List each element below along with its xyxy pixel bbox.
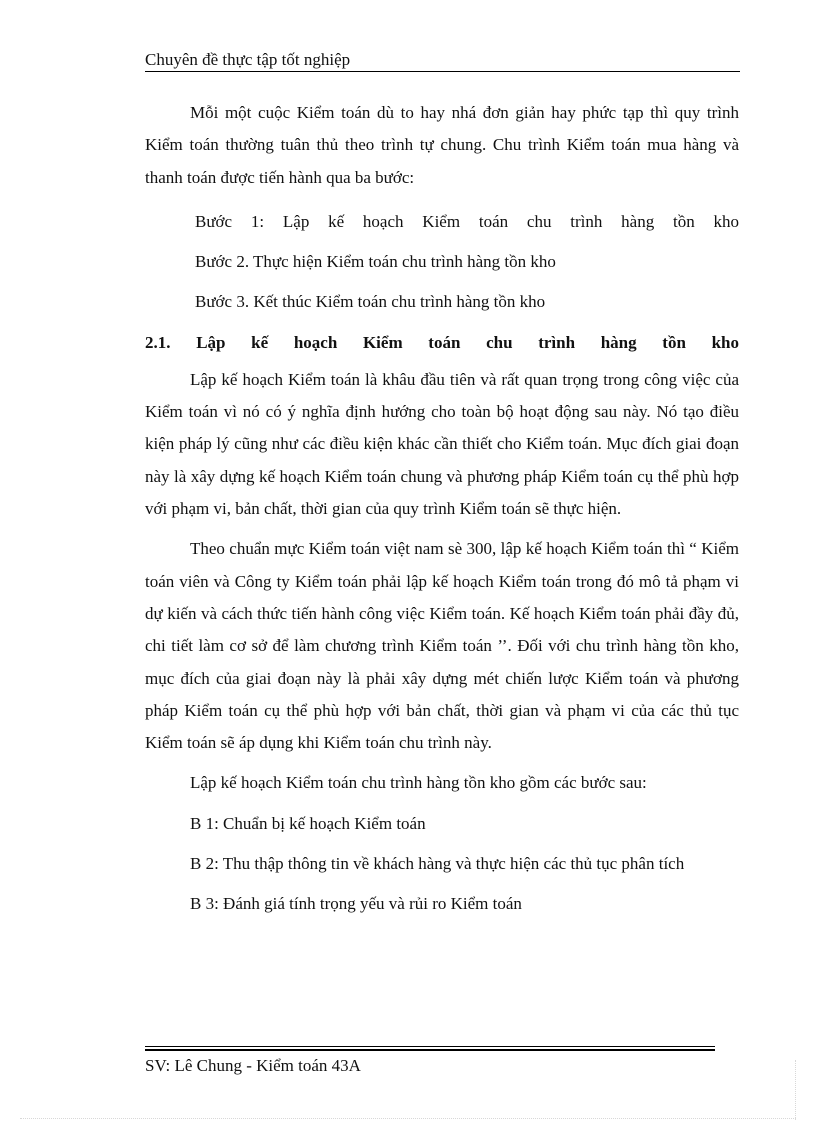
step-1: Bước 1: Lập kế hoạch Kiểm toán chu trình hàng tồn kho — [195, 211, 739, 231]
step-3: Bước 3. Kết thúc Kiểm toán chu trình hàng tồn kho — [195, 291, 546, 311]
intro-paragraph: Mỗi một cuộc Kiểm toán dù to hay nhá đơn giản hay phức tạp thì quy trình Kiểm toán thường tuân thủ theo trình tự chung. Chu trình Kiểm toán mua hàng và thanh toán được tiến hành qua ba bước: — [145, 103, 739, 187]
step-2: Bước 2. Thực hiện Kiểm toán chu trình hàng tồn kho — [195, 251, 556, 271]
paragraph-steps-intro: Lập kế hoạch Kiểm toán chu trình hàng tồn kho gồm các bước sau: — [190, 773, 647, 793]
section-heading — [145, 322, 739, 364]
document-body — [145, 97, 739, 921]
section-number: 2.1. — [145, 332, 171, 352]
page-edge-dotted-vertical — [795, 1060, 796, 1120]
sub-step-2: B 2: Thu thập thông tin về khách hàng và thực hiện các thủ tục phân tích — [190, 854, 685, 874]
header-divider — [145, 71, 740, 72]
footer-divider — [145, 1046, 715, 1051]
page-header-title: Chuyên đề thực tập tốt nghiệp — [145, 50, 351, 69]
paragraph-planning: Lập kế hoạch Kiểm toán là khâu đầu tiên và rất quan trọng trong công việc của Kiểm toán vì nó có ý nghĩa định hướng cho toàn bộ hoạt động sau này. Nó tạo điều kiện pháp lý cũng như các điều kiện khác cần thiết cho Kiểm toán. Mục đích giai đoạn này là xây dựng kế hoạch Kiểm toán chung và phương pháp Kiểm toán cụ thể phù hợp với phạm vi, bản chất, thời gian của quy trình Kiểm toán sẽ thực hiện. — [145, 369, 739, 519]
sub-step-1: B 1: Chuẩn bị kế hoạch Kiểm toán — [190, 813, 426, 833]
section-title: Lập kế hoạch Kiểm toán chu trình hàng tồn kho — [196, 332, 740, 352]
page-edge-dotted-line — [20, 1118, 796, 1119]
sub-step-3: B 3: Đánh giá tính trọng yếu và rủi ro Kiểm toán — [190, 894, 522, 914]
paragraph-standard: Theo chuẩn mực Kiểm toán việt nam sè 300, lập kế hoạch Kiểm toán thì “ Kiểm toán viên và Công ty Kiểm toán phải lập kế hoạch Kiểm toán trong đó mô tả phạm vi dự kiến và cách thức tiến hành công việc Kiểm toán. Kế hoạch Kiểm toán phải đầy đủ, chi tiết làm cơ sở để làm chương trình Kiểm toán ’’. Đối với chu trình hàng tồn kho, mục đích của giai đoạn này là phải xây dựng mét chiến lược Kiểm toán và phương pháp Kiểm toán cụ thể phù hợp với bản chất, thời gian và phạm vi của các thủ tục Kiểm toán sẽ áp dụng khi Kiểm toán chu trình này. — [145, 539, 739, 753]
page-footer-text: SV: Lê Chung - Kiểm toán 43A — [145, 1056, 361, 1075]
